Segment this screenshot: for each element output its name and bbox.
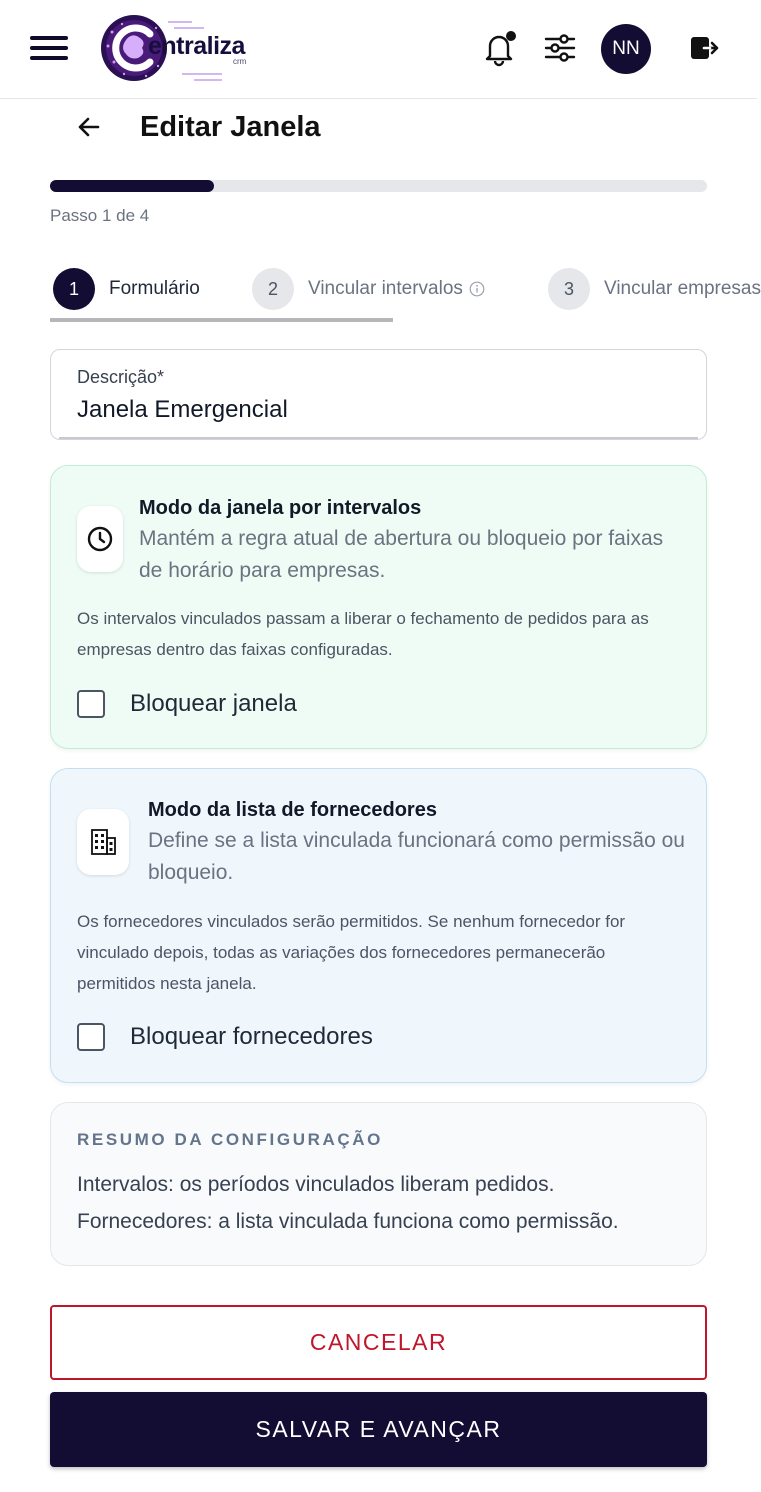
summary-line-suppliers: Fornecedores: a lista vinculada funciona como permissão. <box>77 1210 619 1233</box>
stepper-underline <box>50 318 393 322</box>
top-header <box>0 0 757 99</box>
step-3[interactable] <box>548 266 761 312</box>
menu-icon[interactable] <box>30 36 68 64</box>
interval-card-title: Modo da janela por intervalos <box>139 497 422 519</box>
interval-card-note: Os intervalos vinculados passam a liberar o fechamento de pedidos para as empresas dentro das faixas configuradas. <box>77 609 649 659</box>
block-suppliers-label: Bloquear fornecedores <box>130 1023 373 1050</box>
user-avatar[interactable]: NN <box>601 24 651 74</box>
settings-button[interactable] <box>543 32 577 64</box>
info-icon[interactable] <box>469 281 485 297</box>
interval-card-description: Mantém a regra atual de abertura ou bloqueio por faixas de horário para empresas. <box>139 527 664 582</box>
step-2[interactable] <box>252 266 485 312</box>
interval-card-icon-box <box>77 506 123 572</box>
notification-dot-icon <box>506 31 516 41</box>
field-underline <box>59 437 698 439</box>
step-label: Vincular intervalos <box>308 278 463 299</box>
step-number: 2 <box>252 268 294 310</box>
block-window-checkbox[interactable] <box>77 690 105 718</box>
supplier-card-note: Os fornecedores vinculados serão permitidos. Se nenhum fornecedor for vinculado depois, todas as variações dos fornecedores permanecerão permitidos nesta janela. <box>77 912 626 993</box>
building-icon <box>89 827 117 857</box>
block-suppliers-checkbox[interactable] <box>77 1023 105 1051</box>
supplier-card-description: Define se a lista vinculada funcionará como permissão ou bloqueio. <box>148 829 685 884</box>
description-field[interactable] <box>50 349 707 440</box>
logo-wordmark: entraliza <box>148 32 245 60</box>
progress-bar <box>50 180 707 192</box>
step-label: Vincular empresas <box>604 278 761 299</box>
logout-button[interactable] <box>688 33 720 63</box>
save-and-continue-button[interactable]: SALVAR E AVANÇAR <box>50 1392 707 1467</box>
cancel-button[interactable]: CANCELAR <box>50 1305 707 1380</box>
supplier-card-icon-box <box>77 809 129 875</box>
block-suppliers-checkbox-row[interactable] <box>77 1023 373 1051</box>
back-button[interactable] <box>74 112 104 142</box>
summary-title: RESUMO DA CONFIGURAÇÃO <box>77 1130 383 1149</box>
clock-icon <box>86 525 114 553</box>
logo-subtext: crm <box>233 57 247 66</box>
supplier-card-title: Modo da lista de fornecedores <box>148 799 437 821</box>
arrow-left-icon <box>74 112 104 142</box>
interval-mode-card <box>50 465 707 749</box>
step-number: 1 <box>53 268 95 310</box>
supplier-mode-card <box>50 768 707 1083</box>
block-window-checkbox-row[interactable] <box>77 690 297 718</box>
step-label: Formulário <box>109 278 200 299</box>
logout-icon <box>688 33 720 63</box>
bell-icon <box>482 30 516 66</box>
page-title: Editar Janela <box>140 111 321 143</box>
summary-line-intervals: Intervalos: os períodos vinculados liberam pedidos. <box>77 1173 555 1196</box>
step-number: 3 <box>548 268 590 310</box>
configuration-summary <box>50 1102 707 1266</box>
block-window-label: Bloquear janela <box>130 690 297 717</box>
notifications-button[interactable] <box>482 30 516 66</box>
description-input[interactable] <box>77 396 677 424</box>
stepper <box>50 266 761 326</box>
step-counter: Passo 1 de 4 <box>50 206 150 225</box>
step-1[interactable] <box>53 266 200 312</box>
sliders-icon <box>543 32 577 64</box>
progress-fill <box>50 180 214 192</box>
description-label: Descrição* <box>77 367 165 387</box>
